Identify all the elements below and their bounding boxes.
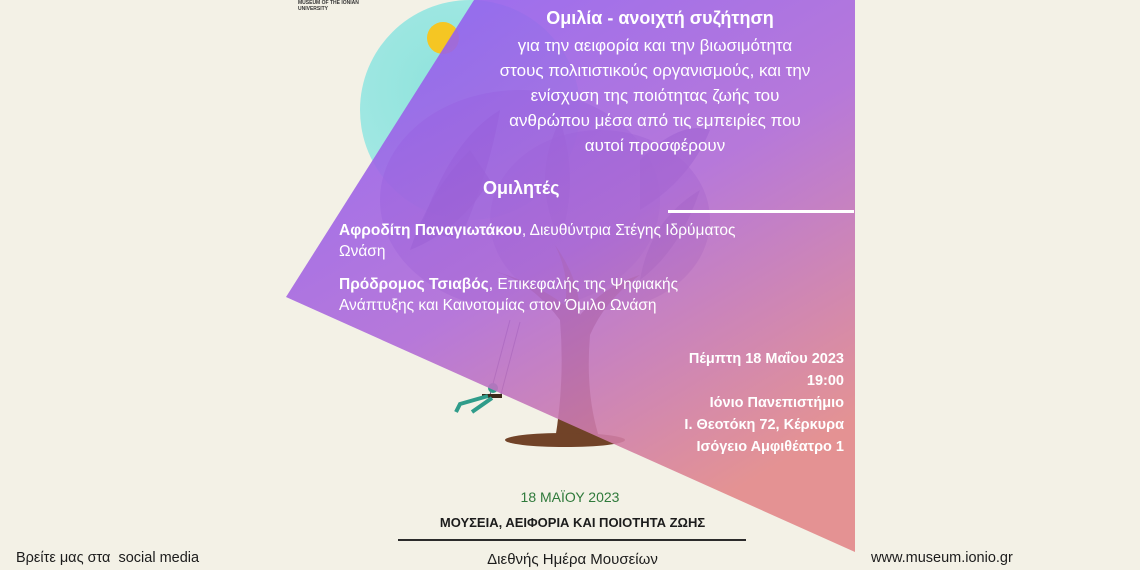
speaker-1-name: Αφροδίτη Παναγιωτάκου xyxy=(339,222,522,239)
speakers-heading: Ομιλητές xyxy=(483,178,560,198)
speaker-1-role: , Διευθύντρια Στέγης Ιδρύματος xyxy=(521,222,736,239)
speaker-1-role-cont: Ωνάση xyxy=(339,243,386,260)
subtitle-line: ανθρώπου μέσα από τις εμπειρίες που xyxy=(509,111,801,130)
subtitle-line: ενίσχυση της ποιότητας ζωής του xyxy=(530,86,780,105)
footer-divider xyxy=(398,539,746,541)
footer-date: 18 ΜΑΪΟΥ 2023 xyxy=(520,489,620,505)
event-venue: Ιόνιο Πανεπιστήμιο xyxy=(709,395,844,411)
footer-theme: ΜΟΥΣΕΙΑ, ΑΕΙΦΟΡΙΑ ΚΑΙ ΠΟΙΟΤΗΤΑ ΖΩΗΣ xyxy=(439,515,706,530)
speakers-divider xyxy=(668,210,854,213)
event-time: 19:00 xyxy=(806,373,844,389)
footer-day-name: Διεθνής Ημέρα Μουσείων xyxy=(487,551,658,568)
event-address: Ι. Θεοτόκη 72, Κέρκυρα xyxy=(684,417,844,433)
event-info xyxy=(600,348,844,458)
speaker-2-role-cont: Ανάπτυξης και Καινοτομίας στον Όμιλο Ωνάση xyxy=(339,297,657,314)
subtitle-line: στους πολιτιστικούς οργανισμούς, και την xyxy=(499,61,811,80)
social-media-text: Βρείτε μας στα social media xyxy=(16,550,200,566)
speaker-2 xyxy=(339,274,849,316)
subtitle-line: αυτοί προσφέρουν xyxy=(584,136,726,155)
subtitle-line: για την αειφορία και την βιωσιμότητα xyxy=(517,36,793,55)
event-subtitle xyxy=(440,33,870,158)
event-room: Ισόγειο Αμφιθέατρο 1 xyxy=(696,439,844,455)
website-link[interactable]: www.museum.ionio.gr xyxy=(871,550,1013,566)
speaker-1 xyxy=(339,220,849,262)
speaker-2-role: , Επικεφαλής της Ψηφιακής xyxy=(488,276,679,293)
event-title: Ομιλία - ανοιχτή συζήτηση xyxy=(546,8,774,28)
event-date: Πέμπτη 18 Μαΐου 2023 xyxy=(688,351,844,367)
museum-logo-text: MUSEUM OF THE IONIAN UNIVERSITY xyxy=(298,0,359,12)
speaker-2-name: Πρόδρομος Τσιαβός xyxy=(339,276,489,293)
